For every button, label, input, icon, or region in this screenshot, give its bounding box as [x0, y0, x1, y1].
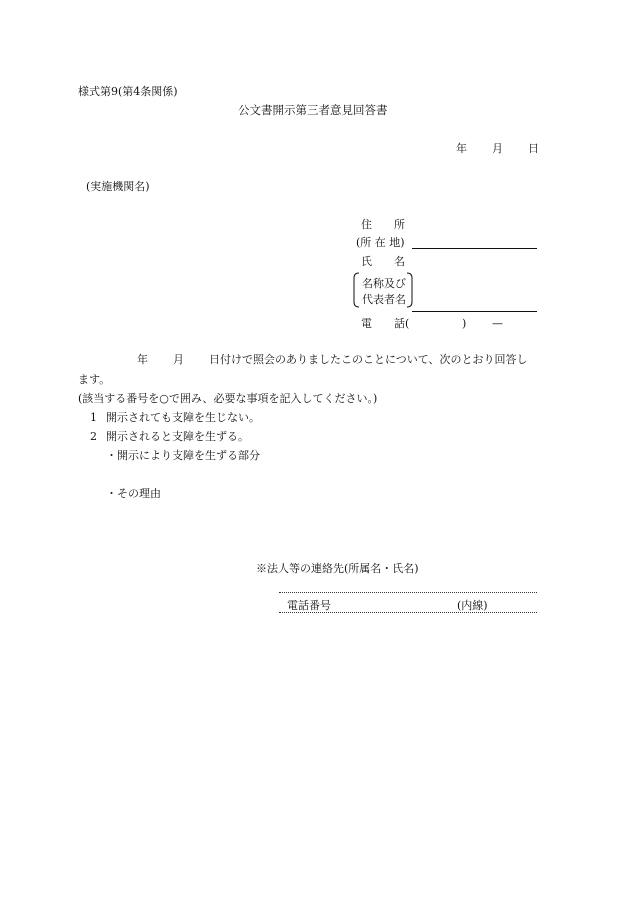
date-day: 日 — [528, 142, 539, 155]
option-2-number: 2 — [90, 430, 97, 443]
agency-name: (実施機関名) — [86, 180, 150, 193]
instruction-text: (該当する番号を○で囲み、必要な事項を記入してください。) — [78, 392, 378, 405]
contact-dotted-line — [279, 592, 537, 593]
form-number: 様式第9(第4条関係) — [78, 85, 178, 98]
body-month: 月 — [173, 353, 184, 366]
contact-extension: (内線) — [457, 599, 488, 612]
date-month: 月 — [492, 142, 503, 155]
body-year: 年 — [137, 353, 148, 366]
left-bracket — [352, 272, 361, 308]
name-label: 氏 名 — [361, 255, 405, 268]
contact-phone-label: 電話番号 — [287, 599, 331, 612]
reason-item: ・その理由 — [106, 487, 161, 500]
affected-part-item: ・開示により支障を生ずる部分 — [106, 449, 260, 462]
name-sublabel-1: 名称及び — [362, 277, 406, 290]
name-line — [412, 311, 537, 312]
document-title: 公文書開示第三者意見回答書 — [238, 103, 388, 117]
location-label: (所 在 地) — [356, 236, 405, 249]
date-year: 年 — [456, 142, 467, 155]
phone-label: 電 話( — [361, 317, 410, 330]
right-bracket — [405, 272, 414, 308]
option-2-text: 開示されると支障を生ずる。 — [106, 430, 249, 443]
name-sublabel-2: 代表者名 — [362, 293, 406, 306]
address-line — [412, 248, 537, 249]
phone-close-paren: ) — [462, 317, 467, 330]
contact-phone-dotted-line — [279, 612, 537, 613]
option-1-number: 1 — [90, 411, 97, 424]
phone-dash: — — [492, 317, 503, 330]
body-line-1: 日付けで照会のありましたこのことについて、次のとおり回答し — [209, 353, 528, 366]
contact-heading: ※法人等の連絡先(所属名・氏名) — [256, 562, 419, 575]
body-line-2: ます。 — [78, 373, 111, 386]
option-1-text: 開示されても支障を生じない。 — [106, 411, 260, 424]
address-label: 住 所 — [361, 218, 405, 231]
